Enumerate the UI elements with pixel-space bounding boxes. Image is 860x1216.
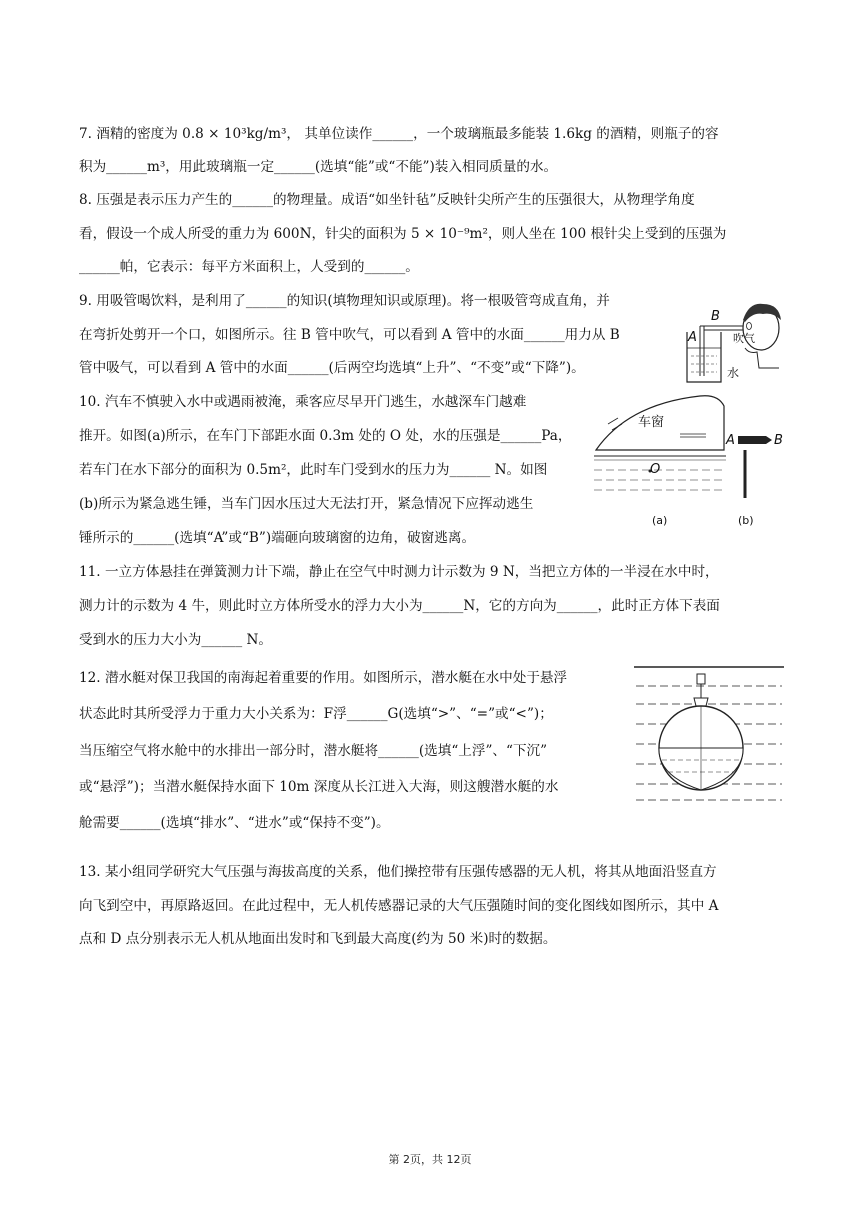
label-water: 水 [727,366,740,380]
q9-line-3: 管中吸气，可以看到 A 管中的水面______(后两空均选填“上升”、“不变”或“下降”)。 [79,360,585,376]
q12-line-5: 舱需要______(选填“排水”、“进水”或“保持不变”)。 [79,815,390,831]
q7-line-1: 7. 酒精的密度为 0.8 × 10³kg/m³， 其单位读作______，一个玻璃瓶最多能装 1.6kg 的酒精，则瓶子的容 [79,126,719,142]
q11-line-2: 测力计的示数为 4 牛，则此时立方体所受水的浮力大小为______N，它的方向为______，此时正方体下表面 [79,598,720,614]
q9-line-2: 在弯折处剪开一个口，如图所示。往 B 管中吹气，可以看到 A 管中的水面______用力从 B [79,327,620,343]
q8-line-1: 8. 压强是表示压力产生的______的物理量。成语“如坐针毡”反映针尖所产生的压强很大，从物理学角度 [79,192,695,208]
q10-line-5: 锤所示的______(选填“A”或“B”)端砸向玻璃窗的边角，破窗逃离。 [79,530,476,546]
q12-line-4: 或“悬浮”)；当潜水艇保持水面下 10m 深度从长江进入大海，则这艘潜水艇的水 [79,779,559,795]
q10-line-4: (b)所示为紧急逃生锤，当车门因水压过大无法打开，紧急情况下应挥动逃生 [79,496,534,512]
q11-line-3: 受到水的压力大小为______ N。 [79,632,272,648]
q12-line-2: 状态此时其所受浮力于重力大小关系为：F浮______G(选填“>”、“=”或“<”)； [79,706,553,722]
label-a: A [726,433,735,448]
straw-experiment-figure [683,290,783,386]
q13-line-2: 向飞到空中，再原路返回。在此过程中，无人机传感器记录的大气压强随时间的变化图线如图所示，其中 A [79,898,719,914]
q12-line-3: 当压缩空气将水舱中的水排出一部分时，潜水艇将______(选填“上浮”、“下沉” [79,743,548,759]
q12-line-1: 12. 潜水艇对保卫我国的南海起着重要的作用。如图所示，潜水艇在水中处于悬浮 [79,670,568,686]
q8-line-2: 看，假设一个成人所受的重力为 600N，针尖的面积为 5 × 10⁻⁹m²，则人坐在 100 根针尖上受到的压强为 [79,226,727,242]
q8-line-3: ______帕，它表示：每平方米面积上，人受到的______。 [79,259,419,275]
q13-line-3: 点和 D 点分别表示无人机从地面出发时和飞到最大高度(约为 50 米)时的数据。 [79,931,557,947]
caption-a: (a) [652,514,668,527]
submarine-figure [634,664,784,804]
label-blow: 吹气 [733,332,755,345]
label-a: A [688,330,697,345]
label-o: O [650,462,661,477]
label-window: 车窗 [638,415,665,430]
label-b: B [774,433,783,448]
car-door-figure [588,390,788,530]
q13-line-1: 13. 某小组同学研究大气压强与海拔高度的关系，他们操控带有压强传感器的无人机，将其从地面沿竖直方 [79,864,717,880]
q10-line-2: 推开。如图(a)所示，在车门下部距水面 0.3m 处的 O 处，水的压强是______Pa， [79,428,572,444]
q10-line-3: 若车门在水下部分的面积为 0.5m²，此时车门受到水的压力为______ N。如图 [79,462,548,478]
q11-line-1: 11. 一立方体悬挂在弹簧测力计下端，静止在空气中时测力计示数为 9 N，当把立方体的一半浸在水中时， [79,564,719,580]
q10-line-1: 10. 汽车不慎驶入水中或遇雨被淹，乘客应尽早开门逃生，水越深车门越难 [79,394,527,410]
label-b: B [711,309,720,324]
page-footer: 第 2页，共 12页 [388,1153,472,1166]
q7-line-2: 积为______m³，用此玻璃瓶一定______(选填“能”或“不能”)装入相同质量的水。 [79,159,558,175]
q9-line-1: 9. 用吸管喝饮料，是利用了______的知识(填物理知识或原理)。将一根吸管弯成直角，并 [79,293,610,309]
caption-b: (b) [738,514,754,527]
